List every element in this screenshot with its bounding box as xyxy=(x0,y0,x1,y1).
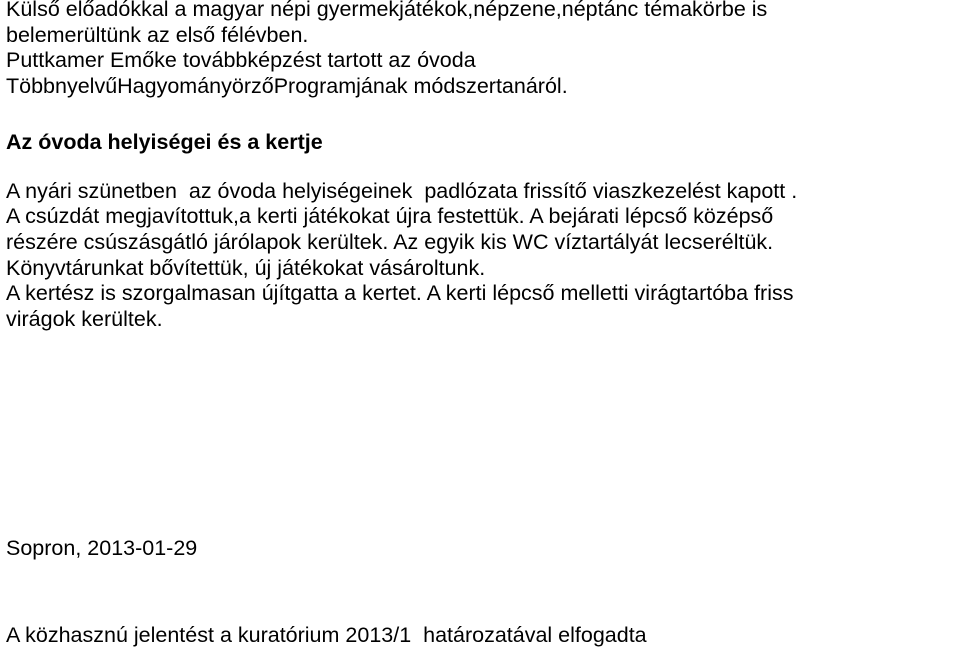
approval-note: A közhasznú jelentést a kuratórium 2013/1 határozatával elfogadta xyxy=(6,623,647,647)
intro-line: Puttkamer Emőke továbbképzést tartott az óvoda xyxy=(6,48,476,73)
place-and-date: Sopron, 2013-01-29 xyxy=(6,536,198,560)
section-line: A kertész is szorgalmasan újítgatta a kertet. A kerti lépcső melletti virágtartóba friss xyxy=(6,281,794,306)
section-line: virágok kerültek. xyxy=(6,307,163,332)
intro-paragraph xyxy=(6,0,956,100)
intro-line: belemerültünk az első félévben. xyxy=(6,22,309,47)
intro-line: Külső előadókkal a magyar népi gyermekjátékok,népzene,néptánc témakörbe is xyxy=(6,0,768,21)
section-heading: Az óvoda helyiségei és a kertje xyxy=(6,129,323,154)
document-body xyxy=(6,0,956,333)
section-line: Könyvtárunkat bővítettük, új játékokat vásároltunk. xyxy=(6,255,486,280)
section-line: részére csúszásgátló járólapok kerültek. Az egyik kis WC víztartályát lecseréltük. xyxy=(6,229,774,254)
section-line: A nyári szünetben az óvoda helyiségeinek padlózata frissítő viaszkezelést kapott . xyxy=(6,178,798,203)
intro-line: TöbbnyelvűHagyományörzőProgramjának módszertanáról. xyxy=(6,74,568,99)
section-line: A csúzdát megjavítottuk,a kerti játékokat újra festettük. A bejárati lépcső középső xyxy=(6,204,774,229)
section-paragraph xyxy=(6,179,956,333)
